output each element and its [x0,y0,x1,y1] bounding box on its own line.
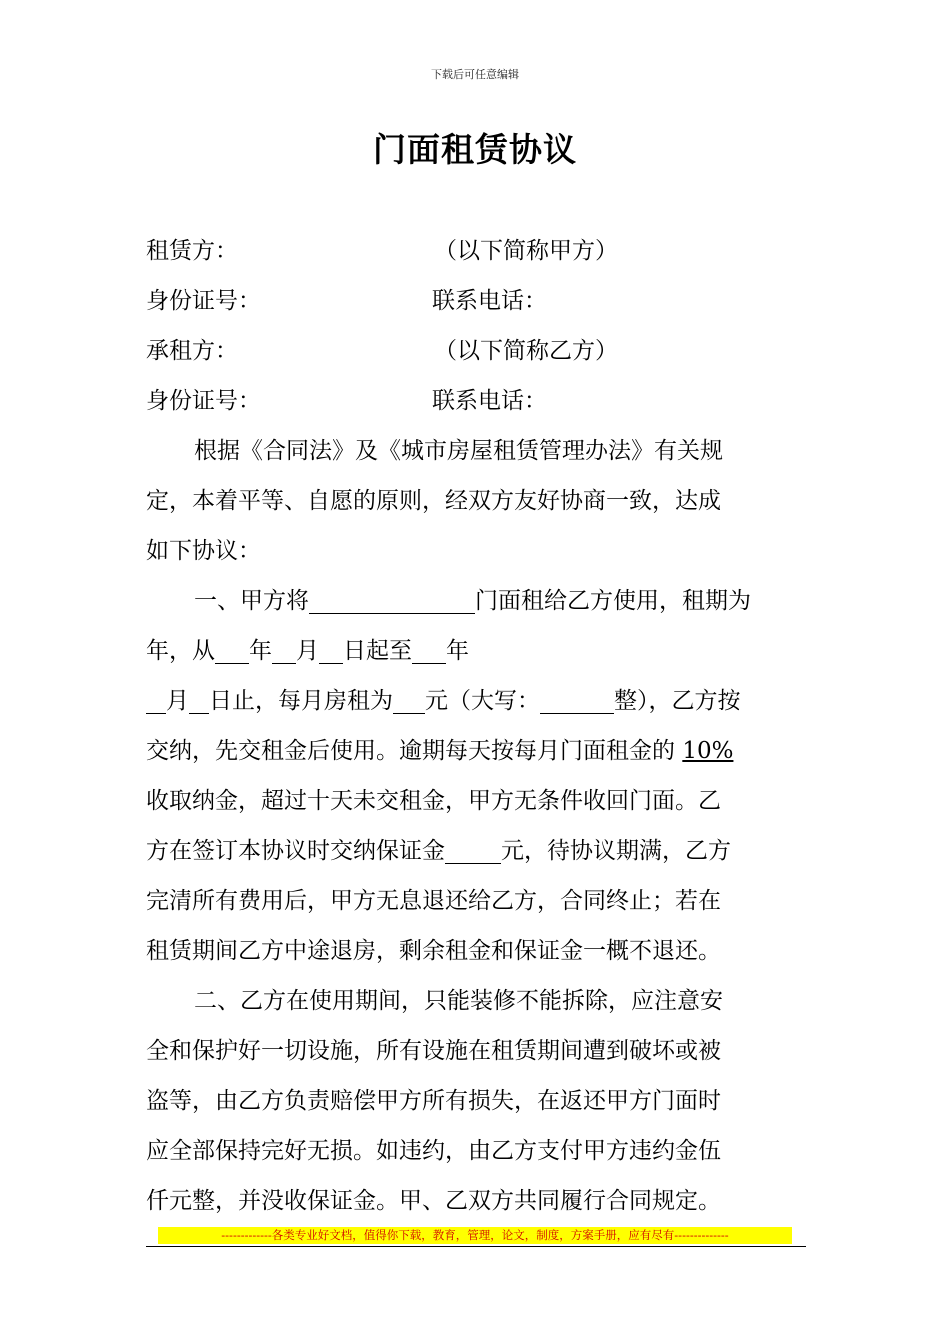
premises-blank[interactable] [309,583,475,614]
clause-text: 年 [249,638,272,664]
intro-line: 如下协议： [146,538,261,564]
clause2-line: 仟元整，并没收保证金。甲、乙双方共同履行合同规定。 [146,1188,721,1214]
header-note: 下载后可任意编辑 [431,68,519,81]
clause-text: 日起至 [343,638,412,664]
footer-banner: -------------各类专业好文档，值得你下载，教育，管理，论文，制度，方案手册，应有尽有-------------- [158,1227,792,1244]
month-blank[interactable] [146,683,166,714]
clause-text: 方在签订本协议时交纳保证金 [146,838,445,864]
clause1-line [146,726,808,776]
clause2-line: 盗等，由乙方负责赔偿甲方所有损失，在返还甲方门面时 [146,1088,721,1114]
clause-text: 门面租给乙方使用，租期为 [475,588,751,614]
rent-words-blank[interactable] [540,683,614,714]
late-fee-percent: 10% [682,738,734,764]
lessee-alias: （以下简称乙方） [434,338,618,364]
lessor-label: 租赁方： [146,238,238,264]
id-label: 身份证号： [146,288,261,314]
phone-label: 联系电话： [432,388,547,414]
clause1-line [146,826,808,876]
lessor-id-line [146,276,808,326]
clause1-line [146,676,808,726]
clause-text: 月 [166,688,189,714]
clause-text: 日止，每月房租为 [209,688,393,714]
year-blank[interactable] [215,633,249,664]
clause-text: 交纳，先交租金后使用。逾期每天按每月门面租金的 [146,738,683,764]
clause1-line: 租赁期间乙方中途退房，剩余租金和保证金一概不退还。 [146,938,721,964]
footer-divider [146,1246,806,1247]
clause-text: 年，从 [146,638,215,664]
lessor-line [146,226,808,276]
day-blank[interactable] [319,633,343,664]
clause1-line [146,576,808,626]
deposit-blank[interactable] [445,833,501,864]
year-blank[interactable] [412,633,446,664]
clause-text: 整），乙方按 [614,688,741,714]
intro-line: 定，本着平等、自愿的原则，经双方友好协商一致，达成 [146,488,721,514]
clause1-line: 完清所有费用后，甲方无息退还给乙方，合同终止；若在 [146,888,721,914]
day-blank[interactable] [189,683,209,714]
clause2-line: 二、乙方在使用期间，只能装修不能拆除，应注意安 [194,988,723,1014]
clause-text: 月 [296,638,319,664]
clause-text: 元，待协议期满，乙方 [501,838,731,864]
document-title: 门面租赁协议 [373,130,577,169]
document-body [146,226,808,1226]
phone-label: 联系电话： [432,288,547,314]
rent-blank[interactable] [393,683,425,714]
clause1-line [146,626,808,676]
intro-line: 根据《合同法》及《城市房屋租赁管理办法》有关规 [194,438,723,464]
clause2-line: 应全部保持完好无损。如违约，由乙方支付甲方违约金伍 [146,1138,721,1164]
lessee-id-line [146,376,808,426]
lessee-label: 承租方： [146,338,238,364]
clause-text: 一、甲方将 [194,588,309,614]
clause-text: 年 [446,638,469,664]
clause1-line: 收取纳金，超过十天未交租金，甲方无条件收回门面。乙 [146,788,721,814]
clause2-line: 全和保护好一切设施，所有设施在租赁期间遭到破坏或被 [146,1038,721,1064]
lessor-alias: （以下简称甲方） [434,238,618,264]
lessee-line [146,326,808,376]
id-label: 身份证号： [146,388,261,414]
clause-text: 元（大写： [425,688,540,714]
month-blank[interactable] [272,633,296,664]
